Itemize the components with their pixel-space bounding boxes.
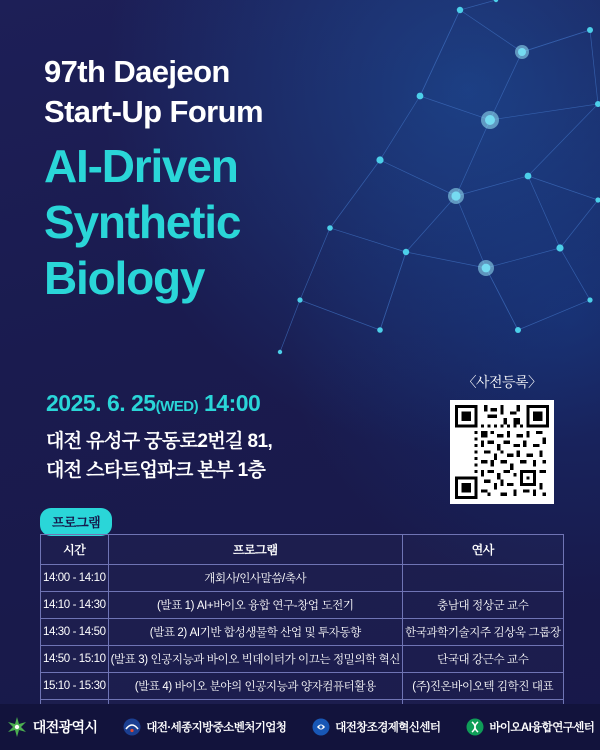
table-row: [41, 592, 564, 619]
logo-label: 대전광역시: [32, 719, 98, 735]
cell-program: (발표 4) 바이오 분야의 인공지능과 양자컴퓨터활용: [108, 673, 402, 700]
cell-time: 14:10 - 14:30: [41, 592, 109, 619]
table-header-row: [41, 535, 564, 565]
table-row: [41, 646, 564, 673]
cell-time: 14:30 - 14:50: [41, 619, 109, 646]
event-address: [46, 428, 272, 485]
daejeon-city-emblem-icon: [6, 716, 28, 738]
title-english-line2: Start-Up Forum: [44, 93, 263, 129]
ccei-emblem-icon: [312, 718, 330, 736]
logo-sme-office: [123, 718, 286, 736]
title-main-line1: AI-Driven: [44, 140, 238, 193]
logo-daejeon-city: [6, 716, 98, 738]
cell-time: 15:10 - 15:30: [41, 673, 109, 700]
title-english: [44, 52, 263, 131]
cell-speaker: 충남대 정상군 교수: [403, 592, 564, 619]
qr-label: 〈사전등록〉: [462, 374, 542, 390]
cell-time: 14:50 - 15:10: [41, 646, 109, 673]
column-header-speaker: 연사: [403, 535, 564, 565]
table-row: [41, 619, 564, 646]
cell-program: (발표 2) AI기반 합성생물학 산업 및 투자동향: [108, 619, 402, 646]
table-row: [41, 565, 564, 592]
cell-program: (발표 3) 인공지능과 바이오 빅데이터가 이끄는 정밀의학 혁신: [108, 646, 402, 673]
qr-code-icon: [455, 405, 549, 499]
qr-code-image[interactable]: [450, 400, 554, 504]
column-header-program: 프로그램: [108, 535, 402, 565]
logo-ccei: [312, 718, 440, 736]
cell-program: (발표 1) AI+바이오 융합 연구-창업 도전기: [108, 592, 402, 619]
title-main-line2: Synthetic: [44, 196, 241, 248]
program-table: [40, 534, 564, 727]
cell-time: 14:00 - 14:10: [41, 565, 109, 592]
bio-ai-emblem-icon: [466, 718, 484, 736]
pre-registration-block: [446, 372, 558, 504]
column-header-time: 시간: [41, 535, 109, 565]
sme-office-emblem-icon: [123, 718, 141, 736]
event-day: (WED): [155, 398, 199, 415]
program-tag: 프로그램: [40, 508, 112, 536]
table-row: [41, 673, 564, 700]
logo-label: 바이오AI융합연구센터: [489, 722, 595, 734]
network-graphic: [260, 0, 600, 360]
event-address-line2: 대전 스타트업파크 본부 1층: [46, 459, 266, 481]
title-main: [44, 139, 263, 306]
cell-speaker: 한국과학기술지주 김상욱 그룹장: [403, 619, 564, 646]
cell-program: 개회사/인사말씀/축사: [108, 565, 402, 592]
title-english-line1: 97th Daejeon: [44, 54, 230, 89]
logo-bio-ai: [466, 718, 594, 736]
event-address-line1: 대전 유성구 궁동로2번길 81,: [46, 431, 273, 452]
cell-speaker: (주)진온바이오텍 김학진 대표: [403, 673, 564, 700]
cell-speaker: 단국대 강근수 교수: [403, 646, 564, 673]
logo-label: 대전·세종지방중소벤처기업청: [146, 722, 287, 734]
event-datetime: [46, 390, 260, 417]
event-time: 14:00: [204, 390, 261, 416]
title-block: [44, 52, 263, 306]
logo-label: 대전창조경제혁신센터: [335, 722, 441, 734]
footer-logos: [0, 704, 600, 750]
event-date: 2025. 6. 25: [46, 390, 156, 416]
title-main-line3: Biology: [44, 251, 205, 304]
cell-speaker: [403, 565, 564, 592]
